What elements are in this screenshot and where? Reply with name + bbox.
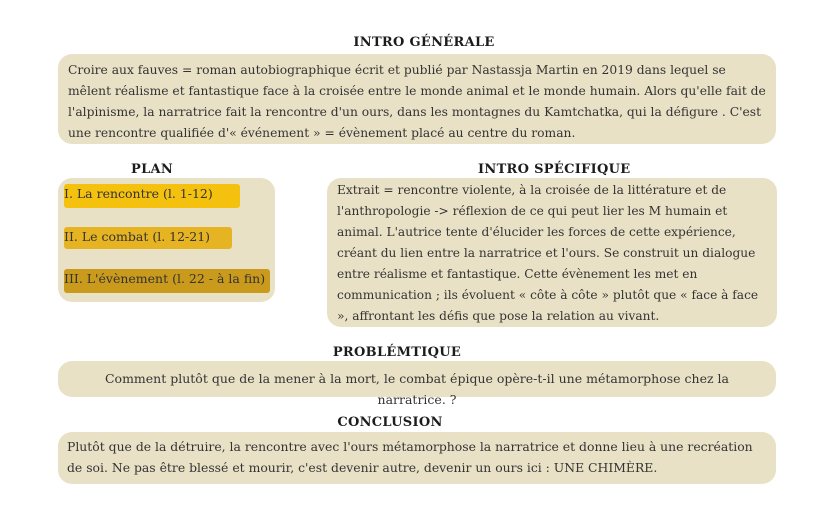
intro-specifique-text: Extrait = rencontre violente, à la croisée de la littérature et de l'anthropologie -> réflexion de ce qui peut lier les M humain et animal. L'autrice tente d'élucider les forces de cette expérience, créant du lien entre la narratrice et l'ours. Se construit un dialogue entre réalisme et fantastique. Cette évènement les met en communication ; ils évoluent « côte à côte » plutôt que « face à face », affrontant les défis que pose la relation au vivant. bbox=[337, 183, 759, 323]
plan-item bbox=[58, 183, 213, 204]
plan-item-label: I. La rencontre (l. 1-12) bbox=[64, 186, 213, 201]
plan-item bbox=[58, 226, 210, 247]
plan-item bbox=[58, 268, 265, 289]
plan-box bbox=[58, 178, 275, 302]
intro-generale-box bbox=[58, 54, 776, 144]
problematique-box bbox=[58, 361, 776, 407]
conclusion-box bbox=[58, 432, 776, 484]
intro-specifique-box bbox=[327, 178, 777, 327]
plan-item-label: III. L'évènement (l. 22 - à la fin) bbox=[64, 271, 266, 286]
conclusion-heading: CONCLUSION bbox=[337, 415, 443, 430]
plan-heading: PLAN bbox=[131, 162, 174, 177]
intro-generale-text: Croire aux fauves = roman autobiographique écrit et publié par Nastassja Martin en 2019 dans lequel se mêlent réalisme et fantastique face à la croisée entre le monde animal et le monde humain. Alors qu'elle fait de l'alpinisme, la narratrice fait la rencontre d'un ours, dans les montagnes du Kamtchatka, qui la défigure . C'est une rencontre qualifiée d'« événement » = évènement placé au centre du roman. bbox=[68, 63, 766, 140]
problematique-heading: PROBLÉMTIQUE bbox=[332, 345, 462, 360]
plan-item-label: II. Le combat (l. 12-21) bbox=[64, 229, 211, 244]
intro-generale-heading: INTRO GÉNÉRALE bbox=[353, 35, 495, 50]
problematique-text: Comment plutôt que de la mener à la mort, le combat épique opère-t-il une métamorphose chez la narratrice. ? bbox=[104, 371, 729, 407]
conclusion-text: Plutôt que de la détruire, la rencontre avec l'ours métamorphose la narratrice et donne lieu à une recréation de soi. Ne pas être blessé et mourir, c'est devenir autre, devenir un ours ici : UNE CHIMÈRE. bbox=[67, 439, 753, 475]
intro-specifique-heading: INTRO SPÉCIFIQUE bbox=[478, 162, 631, 177]
